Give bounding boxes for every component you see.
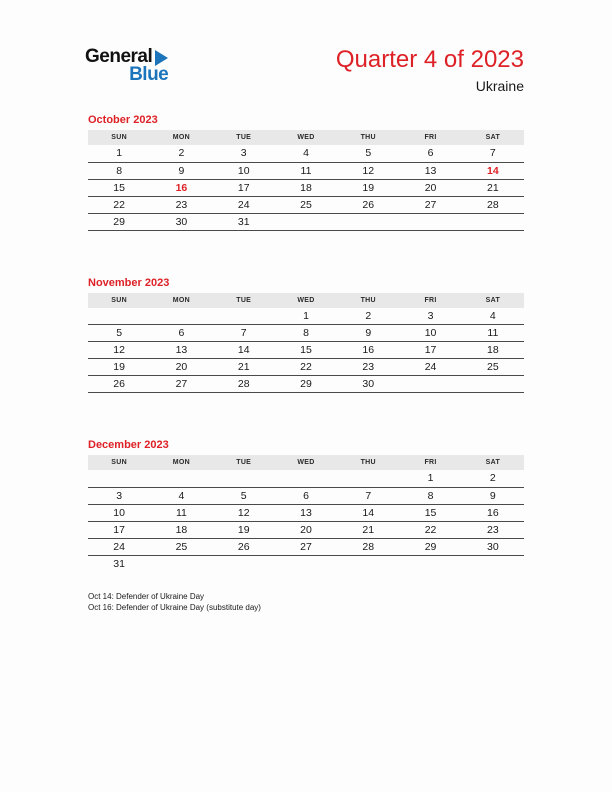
week-row: [88, 162, 524, 179]
day-cell: 17: [399, 342, 461, 359]
week-row: [88, 487, 524, 504]
day-cell: 27: [399, 196, 461, 213]
day-cell: 26: [213, 538, 275, 555]
page-header: [0, 0, 612, 94]
day-cell: 8: [275, 325, 337, 342]
day-cell: 29: [88, 213, 150, 230]
day-cell: 5: [337, 145, 399, 162]
day-cell: [337, 470, 399, 487]
week-row: [88, 376, 524, 393]
day-cell: 19: [337, 179, 399, 196]
day-header: THU: [337, 455, 399, 470]
day-cell: [275, 555, 337, 572]
day-cell: 1: [399, 470, 461, 487]
day-cell: [399, 555, 461, 572]
day-cell: 9: [337, 325, 399, 342]
day-cell: 1: [275, 308, 337, 325]
day-header: TUE: [213, 455, 275, 470]
day-cell: 21: [213, 359, 275, 376]
day-cell: 4: [150, 487, 212, 504]
day-cell: [462, 213, 524, 230]
day-cell: 22: [275, 359, 337, 376]
day-cell: 26: [88, 376, 150, 393]
day-cell: 9: [150, 162, 212, 179]
day-cell: 28: [213, 376, 275, 393]
month-section: [88, 277, 524, 394]
day-header: MON: [150, 130, 212, 145]
day-cell: 20: [399, 179, 461, 196]
week-row: [88, 213, 524, 230]
day-cell: 13: [275, 504, 337, 521]
week-row: [88, 504, 524, 521]
day-header-row: [88, 130, 524, 145]
day-cell: 16: [337, 342, 399, 359]
month-section: [88, 439, 524, 572]
day-cell: [150, 470, 212, 487]
day-cell: 11: [462, 325, 524, 342]
day-cell: 5: [213, 487, 275, 504]
day-cell: 22: [399, 521, 461, 538]
month-table: [88, 130, 524, 231]
day-cell: 23: [462, 521, 524, 538]
week-row: [88, 470, 524, 487]
month-title: October 2023: [88, 114, 158, 126]
day-cell: [275, 470, 337, 487]
day-cell: 13: [399, 162, 461, 179]
day-header-row: [88, 455, 524, 470]
day-cell: 19: [88, 359, 150, 376]
day-cell: 24: [399, 359, 461, 376]
title-block: [336, 46, 524, 94]
day-cell: 6: [399, 145, 461, 162]
day-cell: 13: [150, 342, 212, 359]
day-cell: 5: [88, 325, 150, 342]
month-title: November 2023: [88, 276, 170, 289]
day-cell: 27: [275, 538, 337, 555]
day-cell: 21: [337, 521, 399, 538]
day-cell: 7: [337, 487, 399, 504]
note-line: Oct 14: Defender of Ukraine Day: [88, 592, 205, 601]
day-cell: [462, 376, 524, 393]
week-row: [88, 179, 524, 196]
day-cell: 23: [337, 359, 399, 376]
day-cell: 10: [88, 504, 150, 521]
day-header: WED: [275, 293, 337, 308]
day-header-row: [88, 293, 524, 308]
day-cell: [275, 213, 337, 230]
day-cell: 2: [462, 470, 524, 487]
day-cell: 19: [213, 521, 275, 538]
day-cell: 12: [88, 342, 150, 359]
day-header: SUN: [88, 130, 150, 145]
day-cell: 6: [275, 487, 337, 504]
day-cell: 15: [275, 342, 337, 359]
day-cell: 31: [113, 557, 125, 570]
day-header: SUN: [88, 293, 150, 308]
day-cell: 18: [150, 521, 212, 538]
day-cell: 11: [150, 504, 212, 521]
day-cell: 9: [462, 487, 524, 504]
day-cell: 15: [399, 504, 461, 521]
day-cell: [399, 376, 461, 393]
holiday-notes: [0, 592, 612, 613]
day-cell: [88, 470, 150, 487]
day-cell: 4: [462, 308, 524, 325]
day-header: SAT: [462, 130, 524, 145]
month-table: [88, 293, 524, 394]
day-cell: 12: [337, 162, 399, 179]
day-cell: [337, 555, 399, 572]
day-cell: 20: [275, 521, 337, 538]
day-cell: [213, 555, 275, 572]
month-title: December 2023: [88, 439, 169, 451]
day-cell: 11: [275, 162, 337, 179]
week-row: [88, 538, 524, 555]
day-cell: 2: [150, 145, 212, 162]
day-cell: 17: [213, 179, 275, 196]
day-cell: 30: [337, 376, 399, 393]
day-cell: 4: [275, 145, 337, 162]
day-header: MON: [150, 293, 212, 308]
week-row: [88, 145, 524, 162]
day-cell: 1: [88, 145, 150, 162]
day-header: WED: [275, 130, 337, 145]
day-cell: 2: [337, 308, 399, 325]
day-cell: 30: [462, 538, 524, 555]
week-row: [88, 308, 524, 325]
day-cell: [213, 308, 275, 325]
day-header: FRI: [399, 130, 461, 145]
page-title: Quarter 4 of 2023: [335, 46, 524, 73]
week-row: [88, 521, 524, 538]
day-cell: 31: [213, 213, 275, 230]
day-header: MON: [150, 455, 212, 470]
day-cell: 18: [275, 179, 337, 196]
week-row: [88, 325, 524, 342]
day-cell: 6: [150, 325, 212, 342]
day-header: SAT: [462, 455, 524, 470]
day-cell: 21: [462, 179, 524, 196]
day-cell: 7: [462, 145, 524, 162]
month-table: [88, 455, 524, 572]
day-header: SAT: [462, 293, 524, 308]
day-cell: 16: [462, 504, 524, 521]
day-cell: 3: [399, 308, 461, 325]
day-cell: 12: [213, 504, 275, 521]
day-cell: 28: [337, 538, 399, 555]
day-cell: 22: [88, 196, 150, 213]
day-cell: 29: [399, 538, 461, 555]
day-cell: 10: [213, 162, 275, 179]
day-header: TUE: [213, 293, 275, 308]
day-cell: 23: [150, 196, 212, 213]
day-cell: 10: [399, 325, 461, 342]
logo-general-text: General: [85, 46, 153, 67]
day-cell: 28: [462, 196, 524, 213]
day-cell: [399, 213, 461, 230]
day-cell: 18: [462, 342, 524, 359]
day-cell: [337, 213, 399, 230]
day-header: THU: [337, 130, 399, 145]
day-cell: [462, 555, 524, 572]
day-cell: 27: [150, 376, 212, 393]
day-cell: 26: [337, 196, 399, 213]
day-cell: 8: [399, 487, 461, 504]
day-cell: 24: [88, 538, 150, 555]
day-cell: [213, 470, 275, 487]
day-cell: 8: [88, 162, 150, 179]
week-row: [88, 342, 524, 359]
day-cell: 3: [88, 487, 150, 504]
day-cell: 14: [213, 342, 275, 359]
day-cell: 16: [150, 179, 212, 196]
day-header: TUE: [213, 130, 275, 145]
week-row: [88, 555, 524, 572]
day-cell: 20: [150, 359, 212, 376]
day-header: FRI: [399, 455, 461, 470]
day-header: WED: [275, 455, 337, 470]
day-cell: [150, 308, 212, 325]
day-cell: 29: [275, 376, 337, 393]
months-container: [0, 114, 612, 572]
note-line: Oct 16: Defender of Ukraine Day (substitute day): [88, 602, 261, 612]
day-header: SUN: [88, 455, 150, 470]
month-section: [88, 114, 524, 231]
day-cell: 17: [88, 521, 150, 538]
day-cell: [150, 555, 212, 572]
day-cell: 25: [275, 196, 337, 213]
day-header: FRI: [399, 293, 461, 308]
day-cell: [88, 308, 150, 325]
week-row: [88, 196, 524, 213]
day-cell: 15: [88, 179, 150, 196]
day-cell: 25: [150, 538, 212, 555]
day-cell: 14: [337, 504, 399, 521]
day-cell: 25: [462, 359, 524, 376]
day-header: THU: [337, 293, 399, 308]
day-cell: 3: [213, 145, 275, 162]
week-row: [88, 359, 524, 376]
day-cell: 14: [462, 162, 524, 179]
day-cell: 30: [150, 213, 212, 230]
day-cell: 7: [213, 325, 275, 342]
page-subtitle: Ukraine: [475, 78, 524, 94]
day-cell: 24: [213, 196, 275, 213]
logo-blue-text: Blue: [129, 64, 169, 85]
general-blue-logo: [85, 46, 168, 86]
